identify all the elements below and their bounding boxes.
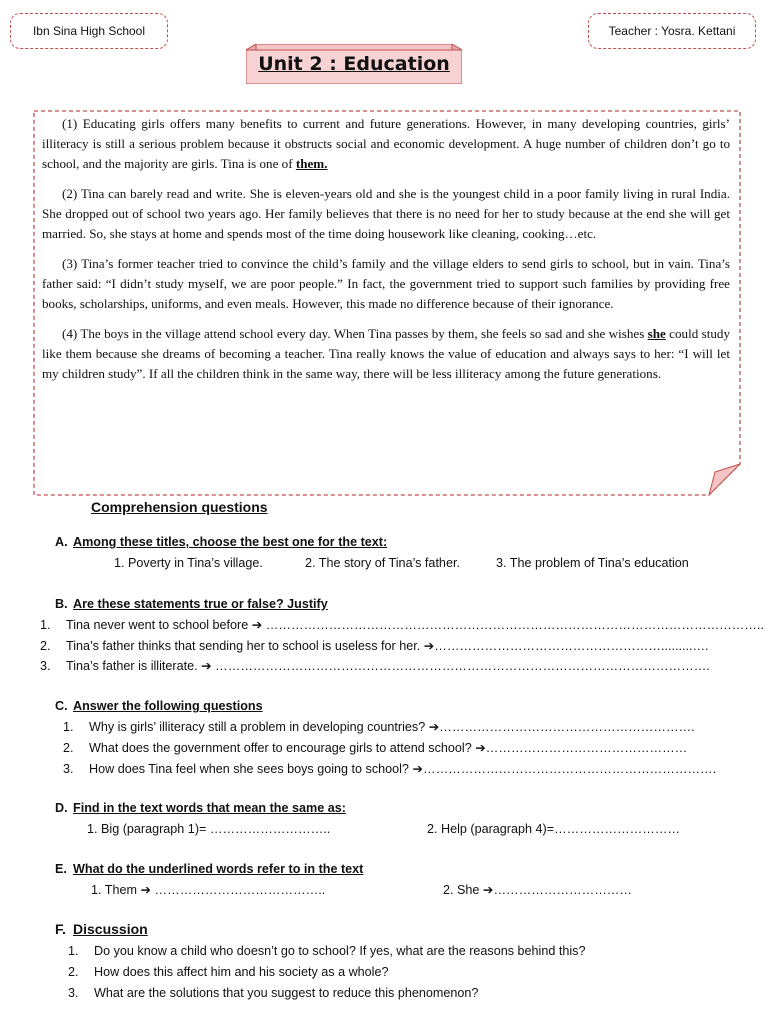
reading-text bbox=[42, 114, 730, 460]
paragraph-1 bbox=[42, 114, 730, 174]
section-b-item-3 bbox=[40, 658, 710, 673]
section-b-title bbox=[55, 597, 328, 611]
paragraph-4-text-b: could study like them because she dreams of becoming a teacher. Tina really knows the value of education and always says to her: “I will let my children study”. If all the children think in the same way, there will be less illiteracy among the future generations. bbox=[42, 326, 730, 381]
section-a-option-2: 2. The story of Tina’s father. bbox=[305, 556, 460, 570]
item-number: 3. bbox=[68, 986, 79, 1000]
section-d-item-1: 1. Big (paragraph 1)= ……………………….. bbox=[87, 822, 331, 836]
paragraph-4 bbox=[42, 324, 730, 384]
section-f-item-2 bbox=[68, 965, 388, 979]
item-text: Do you know a child who doesn’t go to school? If yes, what are the reasons behind this? bbox=[94, 944, 586, 958]
teacher-name-box bbox=[588, 13, 756, 49]
section-c-item-3 bbox=[63, 761, 716, 776]
item-text: What does the government offer to encourage girls to attend school? ➔………………………………………… bbox=[89, 741, 688, 755]
section-e-item-1: 1. Them ➔ ………………………………….. bbox=[91, 883, 326, 897]
comprehension-heading: Comprehension questions bbox=[91, 499, 268, 515]
page-title: Unit 2 : Education bbox=[258, 53, 450, 75]
section-a-option-1: 1. Poverty in Tina’s village. bbox=[114, 556, 263, 570]
section-a-option-3: 3. The problem of Tina’s education bbox=[496, 556, 689, 570]
section-e-heading: What do the underlined words refer to in the text bbox=[73, 862, 364, 876]
item-number: 1. bbox=[68, 944, 79, 958]
item-text: Tina’s father thinks that sending her to school is useless for her. ➔……………………………………………….........…. bbox=[66, 639, 709, 653]
section-b-label: B. bbox=[55, 597, 68, 611]
section-b-item-1 bbox=[40, 617, 764, 632]
section-b-item-2 bbox=[40, 638, 709, 653]
section-b-heading: Are these statements true or false? Justify bbox=[73, 597, 328, 611]
item-text: Tina’s father is illiterate. ➔ ………………………………………………………………………………………………………. bbox=[66, 659, 710, 673]
section-f-item-1 bbox=[68, 944, 585, 958]
section-f-heading: Discussion bbox=[73, 921, 148, 937]
section-e-label: E. bbox=[55, 862, 67, 876]
paragraph-4-text-a: (4) The boys in the village attend school every day. When Tina passes by them, she feels so sad and she wishes bbox=[62, 326, 648, 341]
item-text: What are the solutions that you suggest to reduce this phenomenon? bbox=[94, 986, 479, 1000]
item-number: 1. bbox=[63, 720, 74, 734]
section-d-label: D. bbox=[55, 801, 68, 815]
teacher-name: Teacher : Yosra. Kettani bbox=[608, 24, 736, 38]
item-number: 2. bbox=[68, 965, 79, 979]
section-a-heading: Among these titles, choose the best one for the text: bbox=[73, 535, 388, 549]
section-d-title bbox=[55, 801, 346, 815]
section-f-title bbox=[55, 921, 148, 937]
section-c-label: C. bbox=[55, 699, 68, 713]
item-number: 3. bbox=[40, 659, 51, 673]
section-e-title bbox=[55, 862, 363, 876]
reading-text-box bbox=[33, 110, 741, 496]
paragraph-3: (3) Tina’s former teacher tried to convince the child’s family and the village elders to send girls to school, but in vain. Tina’s father said: “I didn’t study myself, we are poor people.” In fact, the government tried to support such families by providing free books, scholarships, uniforms, and even meals. However, this made no difference because of their ignorance. bbox=[42, 256, 730, 311]
section-d-heading: Find in the text words that mean the same as: bbox=[73, 801, 346, 815]
section-f-label: F. bbox=[55, 921, 66, 937]
section-a-label: A. bbox=[55, 535, 68, 549]
item-text: Why is girls’ illiteracy still a problem in developing countries? ➔……………………………………………………. bbox=[89, 720, 695, 734]
title-banner bbox=[246, 44, 462, 84]
underlined-word-she: she bbox=[647, 326, 666, 341]
section-c-heading: Answer the following questions bbox=[73, 699, 263, 713]
item-text: How does Tina feel when she sees boys going to school? ➔……………………………………………………………. bbox=[89, 762, 717, 776]
paragraph-2: (2) Tina can barely read and write. She is eleven-years old and she is the youngest child in a poor family living in rural India. She dropped out of school two years ago. Her family believes that there is no need for her to study because at the end she will get married. So, she stays at home and spends most of the time doing housework like cleaning, cooking…etc. bbox=[42, 186, 730, 241]
school-name: Ibn Sina High School bbox=[32, 24, 146, 38]
section-a-title bbox=[55, 535, 387, 549]
item-text: How does this affect him and his society as a whole? bbox=[94, 965, 389, 979]
item-number: 1. bbox=[40, 618, 51, 632]
section-e-item-2: 2. She ➔…………………………… bbox=[443, 883, 632, 897]
school-name-box bbox=[10, 13, 168, 49]
paragraph-1-text: (1) Educating girls offers many benefits to current and future generations. However, in many developing countries, girls’ illiteracy is still a serious problem because it obstructs social and economic development. A huge number of children don’t go to school, and the majority are girls. Tina is one of bbox=[42, 116, 730, 171]
item-text: Tina never went to school before ➔ ……………………………………………………………………………………………………….. bbox=[66, 618, 764, 632]
item-number: 3. bbox=[63, 762, 74, 776]
section-c-title bbox=[55, 699, 263, 713]
section-c-item-1 bbox=[63, 719, 695, 734]
section-c-item-2 bbox=[63, 740, 687, 755]
section-f-item-3 bbox=[68, 986, 478, 1000]
item-number: 2. bbox=[40, 639, 51, 653]
item-number: 2. bbox=[63, 741, 74, 755]
underlined-word-them: them. bbox=[295, 156, 328, 171]
section-d-item-2: 2. Help (paragraph 4)=………………………… bbox=[427, 822, 681, 836]
